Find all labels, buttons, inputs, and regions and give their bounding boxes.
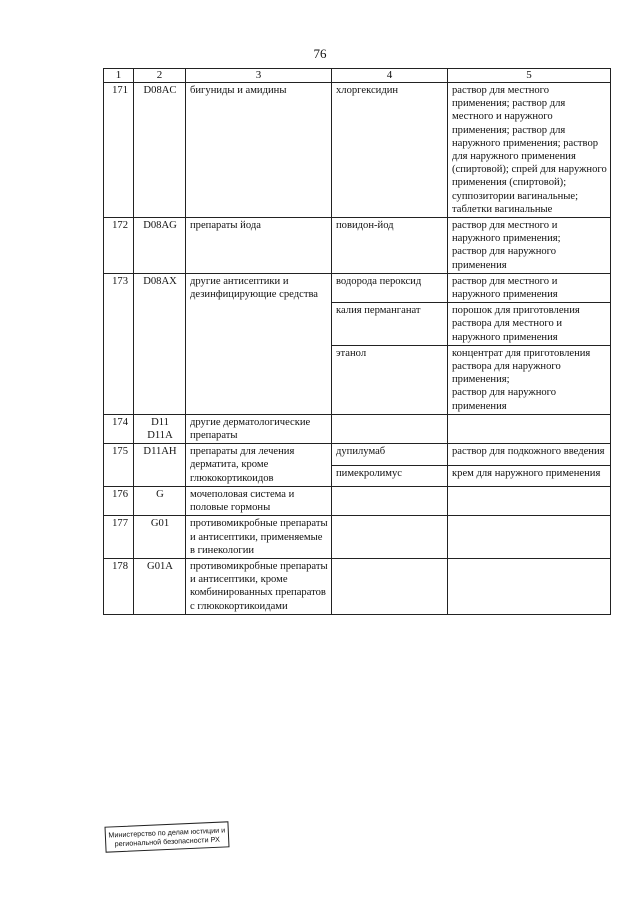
table-row: [104, 414, 611, 443]
header-cell-3: 3: [186, 69, 332, 83]
drug-name-cell: [332, 414, 448, 443]
row-number-cell: 175: [104, 444, 134, 487]
atc-code-cell: G: [134, 486, 186, 515]
table-row: [104, 444, 611, 465]
dosage-form-cell: раствор для местного применения; раствор для местного и наружного применения; раствор для наружного применения; раствор для наружного применения (спиртовой); спрей для наружного применения (спиртовой); суппозитории вагинальные; таблетки вагинальные: [448, 83, 611, 218]
dosage-form-cell: [448, 516, 611, 559]
header-cell-4: 4: [332, 69, 448, 83]
dosage-form-cell: раствор для местного и наружного применения: [448, 273, 611, 302]
group-name-cell: бигуниды и амидины: [186, 83, 332, 218]
table-row: [104, 516, 611, 559]
drug-name-cell: дупилумаб: [332, 444, 448, 465]
header-cell-5: 5: [448, 69, 611, 83]
dosage-form-cell: раствор для подкожного введения: [448, 444, 611, 465]
header-cell-2: 2: [134, 69, 186, 83]
dosage-form-cell: порошок для приготовления раствора для местного и наружного применения: [448, 303, 611, 346]
group-name-cell: мочеполовая система и половые гормоны: [186, 486, 332, 515]
table-row: [104, 83, 611, 218]
dosage-form-cell: [448, 558, 611, 614]
row-number-cell: 172: [104, 218, 134, 274]
atc-code-cell: D11 D11A: [134, 414, 186, 443]
atc-code-cell: D08AG: [134, 218, 186, 274]
row-number-cell: 173: [104, 273, 134, 414]
atc-code-cell: D11AH: [134, 444, 186, 487]
drug-name-cell: водорода пероксид: [332, 273, 448, 302]
table-row: [104, 273, 611, 302]
group-name-cell: препараты йода: [186, 218, 332, 274]
drug-name-cell: хлоргексидин: [332, 83, 448, 218]
medicines-table: [103, 68, 611, 615]
dosage-form-cell: крем для наружного применения: [448, 465, 611, 486]
group-name-cell: препараты для лечения дерматита, кроме глюкокортикоидов: [186, 444, 332, 487]
ministry-stamp: Министерство по делам юстиции и региональной безопасности РХ: [104, 821, 229, 852]
row-number-cell: 177: [104, 516, 134, 559]
table-row: [104, 486, 611, 515]
atc-code-cell: D08AC: [134, 83, 186, 218]
drug-name-cell: пимекролимус: [332, 465, 448, 486]
group-name-cell: противомикробные препараты и антисептики, применяемые в гинекологии: [186, 516, 332, 559]
dosage-form-cell: концентрат для приготовления раствора для наружного применения; раствор для наружного применения: [448, 345, 611, 414]
drug-name-cell: калия перманганат: [332, 303, 448, 346]
table-row: [104, 558, 611, 614]
group-name-cell: противомикробные препараты и антисептики, кроме комбинированных препаратов с глюкокортикоидами: [186, 558, 332, 614]
atc-code-cell: D08AX: [134, 273, 186, 414]
drug-name-cell: повидон-йод: [332, 218, 448, 274]
atc-code-cell: G01A: [134, 558, 186, 614]
atc-code-cell: G01: [134, 516, 186, 559]
row-number-cell: 178: [104, 558, 134, 614]
table-header-row: [104, 69, 611, 83]
group-name-cell: другие антисептики и дезинфицирующие средства: [186, 273, 332, 414]
dosage-form-cell: раствор для местного и наружного применения; раствор для наружного применения: [448, 218, 611, 274]
page-number: 76: [313, 46, 327, 61]
dosage-form-cell: [448, 414, 611, 443]
drug-name-cell: [332, 486, 448, 515]
drug-name-cell: [332, 516, 448, 559]
row-number-cell: 176: [104, 486, 134, 515]
table-row: [104, 218, 611, 274]
drug-name-cell: [332, 558, 448, 614]
row-number-cell: 171: [104, 83, 134, 218]
group-name-cell: другие дерматологические препараты: [186, 414, 332, 443]
dosage-form-cell: [448, 486, 611, 515]
row-number-cell: 174: [104, 414, 134, 443]
header-cell-1: 1: [104, 69, 134, 83]
drug-name-cell: этанол: [332, 345, 448, 414]
